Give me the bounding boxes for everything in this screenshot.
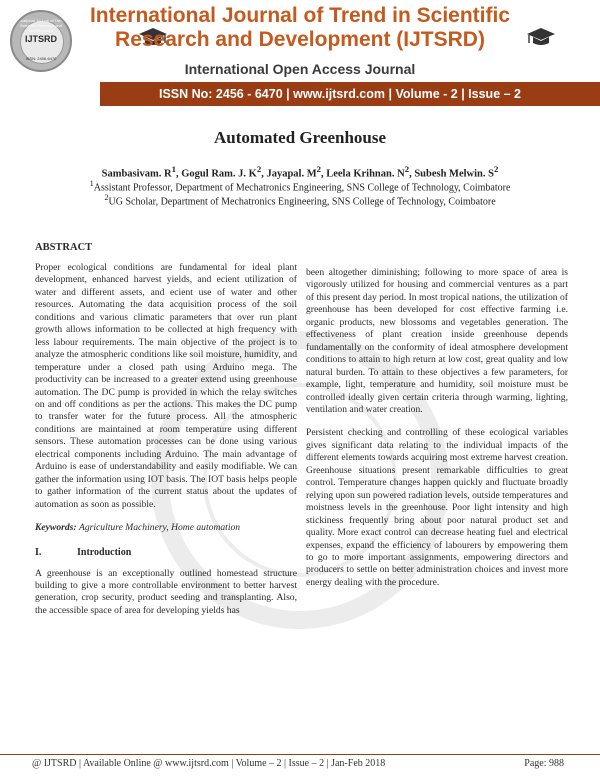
logo-ring-text: International Journal of Trend in Scientific Research and Development (12, 18, 70, 33)
intro-paragraph-1: A greenhouse is an exceptionally outlined homestead structure building to give a more controllable environment to better harvest generation, crop security, product seeding and transplanting. Also, the accessible space of area for developing yields has (35, 567, 297, 616)
affiliation-1-text: Assistant Professor, Department of Mechatronics Engineering, SNS College of Technology, Coimbatore (93, 182, 511, 194)
section-number: I. (35, 546, 42, 558)
intro-paragraph-2: Persistent checking and controlling of these ecological variables gives significant data relating to the individual impacts of the different elements towards acquiring most extreme harvest creation. Greenhouse situations present remarkable difficulties to great control. Temperature changes happen quickly and fluctuate broadly relying upon sun powered radiation levels, outside temperatures and moistness levels in the greenhouse. Poor light intensity and high stickiness frequently bring about poor natural product set and quality. More exact control can decrease heating fuel and electrical expenses, expand the efficiency of labourers by empowering them to go to more important assignments, empowering directors and producers to settle on better administration choices and invest more energy dealing with the procedure. (306, 427, 568, 588)
keywords-text: Agriculture Machinery, Home automation (78, 522, 241, 534)
affiliation-1-marker: 1 (89, 179, 94, 188)
issn-bar (0, 82, 600, 106)
journal-title-line1: International Journal of Trend in Scientific (89, 4, 511, 27)
logo-abbreviation: IJTSRD (24, 34, 57, 44)
graduation-cap-icon-right (526, 26, 556, 48)
open-access-label: International Open Access Journal (184, 61, 416, 77)
issn-line[interactable]: ISSN No: 2456 - 6470 | www.ijtsrd.com | Volume - 2 | Issue – 2 (158, 87, 521, 101)
journal-header (0, 0, 600, 92)
paper-title: Automated Greenhouse (213, 128, 387, 147)
abstract-text: Proper ecological conditions are fundamental for ideal plant development, enhanced harvest yields, and ecient utilization of water and different assets, and ecient use of water and other resources. Automating the data acquisition process of the soil conditions and various climatic parameters that over run plant growth allows information to be collected at high frequency with less labour requirements. The main objective of the project is to analyze the atmospheric conditions like soil moisture, humidity, and temperature under a closed path using Arduino mega. The productivity can be increased to a greater extend using greenhouse automation. The DC pump is provided in which the relay switches on and off conditions as per the actions. This makes the DC pump to transfer water for the future process. All the atmospheric conditions are maintained at room temperature using different sensors. These automation processes can be done using various electrical components including Arduino. The main advantage of Arduino is ease of understandability and easily modifiable. We can gather the information using IOT basis. The IOT basis helps people to gather information of the current status about the updates of automation as soon as possible. (35, 262, 297, 510)
affiliation-1 (0, 179, 600, 193)
logo-issn: ISSN: 2456-6470 (25, 56, 57, 61)
affiliation-2-marker: 2 (104, 193, 109, 202)
affiliation-2 (0, 193, 600, 207)
page-footer (0, 754, 600, 777)
author-list: Sambasivam. $R^1$, Gogul Ram. J. $K^2$, Jayapal. $M^2$, Leela Krihnan. $N^2$, Subesh Melwin. $S^2$ (101, 164, 499, 180)
page-number: Page: 988 (524, 758, 564, 769)
abstract-heading: ABSTRACT (35, 242, 93, 253)
affiliation-2-text: UG Scholar, Department of Mechatronics Engineering, SNS College of Technology, Coimbatore (108, 196, 496, 208)
issn-bar-left-strip (0, 82, 100, 106)
keywords-label: Keywords: (35, 522, 77, 534)
journal-title-line2: Research and Development (IJTSRD) (115, 28, 485, 51)
section-title: Introduction (77, 546, 132, 558)
left-column (35, 240, 297, 628)
footer-citation: @ IJTSRD | Available Online @ www.ijtsrd.com | Volume – 2 | Issue – 2 | Jan-Feb 2018 (32, 758, 386, 769)
keywords (35, 522, 297, 534)
section-heading-introduction (35, 547, 297, 558)
right-column (306, 267, 568, 600)
intro-paragraph-1-continued: been altogether diminishing; following to more space of area is vigorously utilized for housing and commercial ventures as a part of this present day period. In most tropical nations, the utilization of greenhouse has been developed for cost effective farming i.e. organic products, new blossoms and vegetables generation. The effectiveness of plant creation inside greenhouse depends fundamentally on the conformity of ideal atmosphere development conditions to attain to high return at low cost, great quality and low natural burden. To attain to these objectives a few parameters, for example, light, temperature and humidity, soil moisture must be controlled ideally given certain criteria through warming, lighting, ventilation and water creation. (306, 267, 568, 415)
